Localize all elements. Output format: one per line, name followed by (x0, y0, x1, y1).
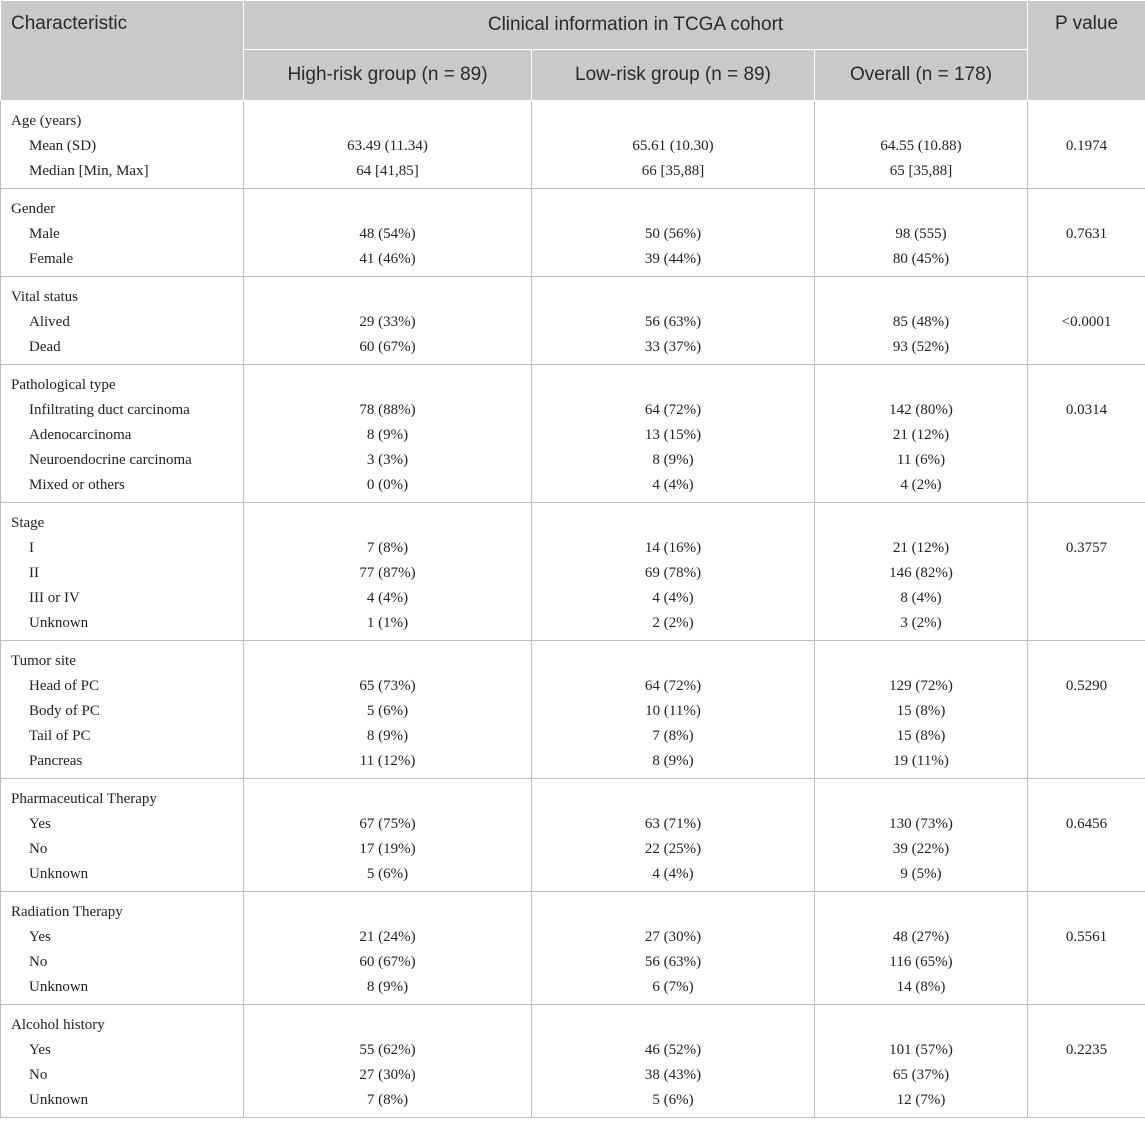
value: 50 (56%) (644, 226, 702, 242)
value: 22 (25%) (644, 841, 702, 857)
value: 14 (16%) (644, 540, 702, 556)
value: 8 (9%) (652, 753, 694, 769)
p-value-cell (1028, 365, 1145, 503)
table-row (1, 101, 1145, 189)
value: 69 (78%) (644, 565, 702, 581)
row-label: Male (29, 226, 60, 242)
value: 5 (6%) (652, 1092, 694, 1108)
table-row (1, 641, 1145, 779)
table-header (1, 1, 1145, 101)
low-risk-cell (532, 892, 815, 1005)
value: 39 (44%) (644, 251, 702, 267)
row-label: Unknown (29, 615, 89, 631)
value: 6 (7%) (652, 979, 694, 995)
overall-cell (815, 641, 1028, 779)
table-row (1, 365, 1145, 503)
value: 55 (62%) (359, 1042, 416, 1058)
p-value: 0.0314 (1065, 402, 1108, 418)
p-value-cell (1028, 779, 1145, 892)
value: 60 (67%) (359, 954, 416, 970)
row-label: No (29, 954, 48, 970)
value: 29 (33%) (359, 314, 416, 330)
value: 85 (48%) (892, 314, 950, 330)
p-value: 0.6456 (1065, 816, 1108, 832)
header-overall: Overall (n = 178) (815, 50, 1028, 101)
row-label: Dead (29, 339, 61, 355)
value: 7 (8%) (366, 1092, 409, 1108)
row-label: Median [Min, Max] (29, 163, 149, 179)
value: 80 (45%) (892, 251, 950, 267)
value: 4 (2%) (900, 477, 942, 493)
value: 63 (71%) (644, 816, 702, 832)
row-label: II (29, 565, 39, 581)
value: 5 (6%) (366, 866, 409, 882)
high-risk-cell (244, 641, 532, 779)
p-value-cell (1028, 101, 1145, 189)
value: 64 (72%) (644, 678, 702, 694)
row-label: Infiltrating duct carcinoma (29, 402, 190, 418)
row-label: Pancreas (29, 753, 83, 769)
table-row (1, 779, 1145, 892)
value: 19 (11%) (893, 753, 949, 769)
value: 93 (52%) (892, 339, 950, 355)
value: 10 (11%) (645, 703, 701, 719)
row-label: I (29, 540, 34, 556)
value: 78 (88%) (359, 402, 416, 418)
characteristic-cell (1, 277, 244, 365)
value: 3 (3%) (366, 452, 409, 468)
section-title: Radiation Therapy (11, 904, 123, 920)
low-risk-cell (532, 277, 815, 365)
overall-cell (815, 189, 1028, 277)
value: 4 (4%) (652, 477, 694, 493)
p-value: 0.2235 (1065, 1042, 1108, 1058)
low-risk-cell (532, 1005, 815, 1118)
characteristic-cell (1, 892, 244, 1005)
section-title: Stage (11, 515, 45, 531)
value: 48 (54%) (359, 226, 416, 242)
row-label: No (29, 841, 48, 857)
header-low-risk: Low-risk group (n = 89) (532, 50, 815, 101)
value: 48 (27%) (892, 929, 950, 945)
high-risk-cell (244, 892, 532, 1005)
value: 1 (1%) (366, 615, 409, 631)
value: 11 (12%) (359, 753, 416, 769)
value: 21 (12%) (892, 427, 950, 443)
characteristic-cell (1, 641, 244, 779)
value: 66 [35,88] (641, 163, 705, 179)
overall-cell (815, 101, 1028, 189)
value: 3 (2%) (900, 615, 942, 631)
value: 56 (63%) (644, 314, 702, 330)
value: 65 [35,88] (889, 163, 953, 179)
row-label: No (29, 1067, 48, 1083)
table-row (1, 503, 1145, 641)
value: 7 (8%) (366, 540, 409, 556)
value: 67 (75%) (359, 816, 416, 832)
characteristic-cell (1, 101, 244, 189)
overall-cell (815, 779, 1028, 892)
high-risk-cell (244, 1005, 532, 1118)
high-risk-cell (244, 277, 532, 365)
table-row (1, 892, 1145, 1005)
value: 63.49 (11.34) (347, 138, 428, 154)
value: 27 (30%) (644, 929, 702, 945)
value: 64.55 (10.88) (880, 138, 962, 154)
value: 27 (30%) (359, 1067, 416, 1083)
p-value-cell (1028, 1005, 1145, 1118)
value: 11 (6%) (896, 452, 946, 468)
row-label: Yes (29, 929, 51, 945)
value: 4 (4%) (652, 866, 694, 882)
low-risk-cell (532, 779, 815, 892)
row-label: Female (29, 251, 74, 267)
value: 129 (72%) (889, 678, 953, 694)
row-label: Neuroendocrine carcinoma (29, 452, 192, 468)
header-characteristic: Characteristic (1, 1, 244, 101)
value: 17 (19%) (359, 841, 416, 857)
table-body (1, 101, 1145, 1118)
value: 9 (5%) (900, 866, 942, 882)
table-row (1, 1005, 1145, 1118)
p-value: 0.5290 (1065, 678, 1108, 694)
value: 12 (7%) (896, 1092, 946, 1108)
value: 60 (67%) (359, 339, 416, 355)
overall-cell (815, 892, 1028, 1005)
header-group-title: Clinical information in TCGA cohort (244, 1, 1028, 50)
row-label: Unknown (29, 979, 89, 995)
high-risk-cell (244, 365, 532, 503)
overall-cell (815, 503, 1028, 641)
row-label: Head of PC (29, 678, 99, 694)
row-label: Body of PC (29, 703, 100, 719)
value: 116 (65%) (889, 954, 953, 970)
value: 5 (6%) (366, 703, 409, 719)
section-title: Vital status (11, 289, 79, 305)
row-label: Adenocarcinoma (29, 427, 132, 443)
value: 65.61 (10.30) (632, 138, 714, 154)
section-title: Pathological type (11, 377, 116, 393)
value: 65 (37%) (892, 1067, 950, 1083)
high-risk-cell (244, 189, 532, 277)
characteristic-cell (1, 779, 244, 892)
p-value: 0.3757 (1065, 540, 1108, 556)
row-label: Mean (SD) (29, 138, 97, 154)
table-row (1, 277, 1145, 365)
row-label: Mixed or others (29, 477, 125, 493)
value: 21 (12%) (892, 540, 950, 556)
p-value-cell (1028, 892, 1145, 1005)
header-high-risk: High-risk group (n = 89) (244, 50, 532, 101)
value: 142 (80%) (889, 402, 953, 418)
characteristic-cell (1, 1005, 244, 1118)
overall-cell (815, 277, 1028, 365)
value: 38 (43%) (644, 1067, 702, 1083)
row-label: Unknown (29, 1092, 89, 1108)
low-risk-cell (532, 365, 815, 503)
section-title: Pharmaceutical Therapy (11, 791, 157, 807)
value: 64 [41,85] (356, 163, 419, 179)
value: 98 (555) (895, 226, 947, 242)
value: 0 (0%) (366, 477, 409, 493)
section-title: Tumor site (11, 653, 76, 669)
value: 146 (82%) (889, 565, 953, 581)
p-value: 0.1974 (1065, 138, 1108, 154)
value: 8 (9%) (366, 427, 409, 443)
value: 4 (4%) (652, 590, 694, 606)
low-risk-cell (532, 641, 815, 779)
value: 4 (4%) (366, 590, 409, 606)
high-risk-cell (244, 779, 532, 892)
value: 2 (2%) (652, 615, 694, 631)
row-label: III or IV (29, 590, 80, 606)
overall-cell (815, 1005, 1028, 1118)
header-p-value: P value (1028, 1, 1145, 101)
value: 64 (72%) (644, 402, 702, 418)
section-title: Age (years) (11, 113, 82, 129)
characteristic-cell (1, 365, 244, 503)
value: 130 (73%) (889, 816, 953, 832)
characteristic-cell (1, 189, 244, 277)
row-label: Yes (29, 1042, 51, 1058)
section-title: Alcohol history (11, 1017, 105, 1033)
p-value: <0.0001 (1061, 314, 1112, 330)
value: 8 (9%) (366, 728, 409, 744)
value: 13 (15%) (644, 427, 702, 443)
row-label: Alived (29, 314, 70, 330)
low-risk-cell (532, 189, 815, 277)
value: 46 (52%) (644, 1042, 702, 1058)
row-label: Yes (29, 816, 51, 832)
low-risk-cell (532, 503, 815, 641)
p-value-cell (1028, 503, 1145, 641)
table-row (1, 189, 1145, 277)
p-value-cell (1028, 277, 1145, 365)
value: 8 (9%) (652, 452, 694, 468)
value: 14 (8%) (896, 979, 946, 995)
value: 33 (37%) (644, 339, 702, 355)
overall-cell (815, 365, 1028, 503)
value: 21 (24%) (359, 929, 416, 945)
characteristic-cell (1, 503, 244, 641)
value: 8 (9%) (366, 979, 409, 995)
row-label: Unknown (29, 866, 89, 882)
low-risk-cell (532, 101, 815, 189)
value: 77 (87%) (359, 565, 416, 581)
p-value: 0.7631 (1065, 226, 1108, 242)
value: 56 (63%) (644, 954, 702, 970)
value: 65 (73%) (359, 678, 416, 694)
value: 7 (8%) (652, 728, 694, 744)
value: 15 (8%) (896, 728, 946, 744)
value: 15 (8%) (896, 703, 946, 719)
value: 39 (22%) (892, 841, 950, 857)
p-value-cell (1028, 189, 1145, 277)
p-value-cell (1028, 641, 1145, 779)
p-value: 0.5561 (1065, 929, 1108, 945)
value: 101 (57%) (889, 1042, 953, 1058)
value: 8 (4%) (900, 590, 942, 606)
high-risk-cell (244, 101, 532, 189)
section-title: Gender (11, 201, 56, 217)
high-risk-cell (244, 503, 532, 641)
value: 41 (46%) (359, 251, 416, 267)
row-label: Tail of PC (29, 728, 91, 744)
